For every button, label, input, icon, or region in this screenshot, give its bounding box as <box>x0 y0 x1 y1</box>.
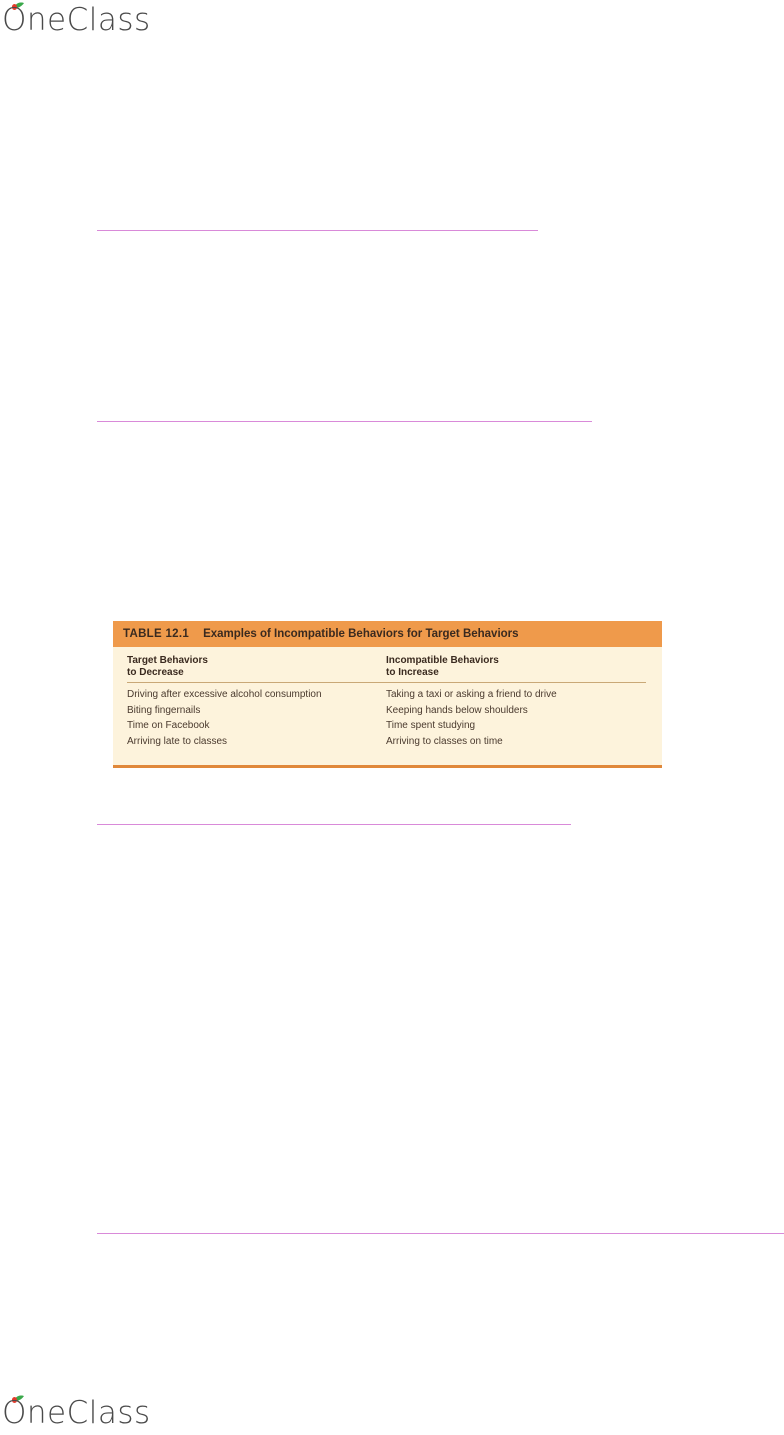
column-header-rule <box>127 682 646 683</box>
divider-line <box>97 230 538 231</box>
logo-text: OneClass <box>2 1395 151 1431</box>
divider-line <box>97 1233 784 1234</box>
cell-incompatible: Taking a taxi or asking a friend to drive <box>386 689 557 700</box>
cell-incompatible: Time spent studying <box>386 720 476 732</box>
cell-target: Biting fingernails <box>127 704 201 716</box>
table-title: Examples of Incompatible Behaviors for Target Behaviors <box>203 628 519 640</box>
table-number: TABLE 12.1 <box>123 628 190 640</box>
table-row <box>127 687 648 703</box>
cell-target: Time on Facebook <box>127 720 210 732</box>
table-row <box>127 703 648 719</box>
table-row <box>127 734 648 750</box>
divider-line <box>97 421 592 422</box>
table-row <box>127 718 648 734</box>
oneclass-logo-footer <box>2 1395 151 1431</box>
cell-incompatible: Keeping hands below shoulders <box>386 704 528 716</box>
table-body <box>127 655 648 750</box>
oneclass-logo <box>2 2 151 38</box>
cell-target: Arriving late to classes <box>127 736 228 748</box>
divider-line <box>97 824 571 825</box>
table-title-bar <box>113 621 662 647</box>
cell-target: Driving after excessive alcohol consumption <box>127 689 322 700</box>
column-headers <box>127 655 648 679</box>
column-header-target: Target Behaviors to Decrease <box>127 655 208 678</box>
logo-text: OneClass <box>2 2 151 38</box>
column-header-incompatible: Incompatible Behaviors to Increase <box>386 655 499 678</box>
table-figure <box>113 621 662 768</box>
cell-incompatible: Arriving to classes on time <box>386 736 503 748</box>
